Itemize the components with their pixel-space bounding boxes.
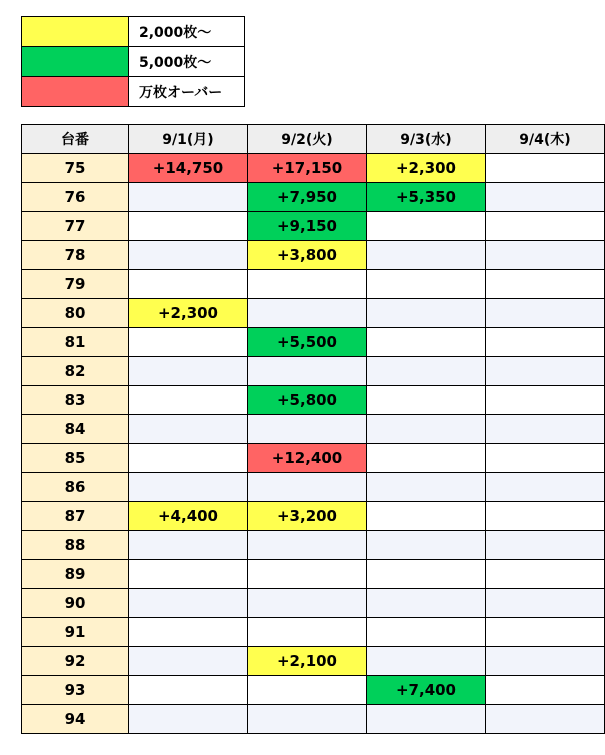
legend-swatch bbox=[22, 17, 129, 47]
result-cell: +5,500 bbox=[248, 328, 367, 357]
result-cell: +7,400 bbox=[367, 676, 486, 705]
result-cell bbox=[367, 444, 486, 473]
result-cell bbox=[367, 299, 486, 328]
result-cell: +3,800 bbox=[248, 241, 367, 270]
result-cell bbox=[248, 299, 367, 328]
result-cell: +12,400 bbox=[248, 444, 367, 473]
table-row bbox=[22, 270, 605, 299]
result-cell bbox=[248, 531, 367, 560]
machine-number-cell: 75 bbox=[22, 154, 129, 183]
result-cell bbox=[367, 705, 486, 734]
result-cell bbox=[367, 647, 486, 676]
result-cell: +9,150 bbox=[248, 212, 367, 241]
table-row bbox=[22, 328, 605, 357]
color-legend bbox=[21, 16, 245, 107]
result-cell bbox=[486, 154, 605, 183]
legend-item bbox=[22, 17, 245, 47]
results-table bbox=[21, 124, 605, 734]
result-cell: +14,750 bbox=[129, 154, 248, 183]
machine-number-cell: 93 bbox=[22, 676, 129, 705]
table-row bbox=[22, 618, 605, 647]
result-cell bbox=[129, 357, 248, 386]
machine-number-cell: 86 bbox=[22, 473, 129, 502]
result-cell bbox=[248, 618, 367, 647]
result-cell bbox=[486, 357, 605, 386]
machine-number-cell: 85 bbox=[22, 444, 129, 473]
result-cell bbox=[367, 270, 486, 299]
table-row bbox=[22, 386, 605, 415]
result-cell bbox=[367, 560, 486, 589]
result-cell bbox=[486, 241, 605, 270]
result-cell: +2,100 bbox=[248, 647, 367, 676]
result-cell bbox=[129, 241, 248, 270]
result-cell bbox=[486, 270, 605, 299]
table-row bbox=[22, 415, 605, 444]
result-cell bbox=[486, 444, 605, 473]
result-cell bbox=[486, 589, 605, 618]
machine-number-cell: 76 bbox=[22, 183, 129, 212]
result-cell bbox=[486, 386, 605, 415]
result-cell bbox=[129, 386, 248, 415]
table-row bbox=[22, 357, 605, 386]
result-cell bbox=[129, 473, 248, 502]
legend-item bbox=[22, 77, 245, 107]
machine-number-cell: 89 bbox=[22, 560, 129, 589]
result-cell: +2,300 bbox=[367, 154, 486, 183]
result-cell: +4,400 bbox=[129, 502, 248, 531]
header-date-2: 9/2(火) bbox=[248, 125, 367, 154]
result-cell bbox=[129, 647, 248, 676]
result-cell bbox=[129, 676, 248, 705]
result-cell bbox=[367, 357, 486, 386]
header-date-3: 9/3(水) bbox=[367, 125, 486, 154]
result-cell: +3,200 bbox=[248, 502, 367, 531]
machine-number-cell: 80 bbox=[22, 299, 129, 328]
result-cell bbox=[486, 183, 605, 212]
result-cell: +17,150 bbox=[248, 154, 367, 183]
machine-number-cell: 79 bbox=[22, 270, 129, 299]
table-row bbox=[22, 212, 605, 241]
machine-number-cell: 81 bbox=[22, 328, 129, 357]
table-header-row bbox=[22, 125, 605, 154]
result-cell bbox=[486, 328, 605, 357]
result-cell bbox=[129, 415, 248, 444]
result-cell bbox=[367, 212, 486, 241]
result-cell bbox=[486, 473, 605, 502]
legend-label: 5,000枚〜 bbox=[129, 47, 245, 77]
table-row bbox=[22, 183, 605, 212]
result-cell bbox=[367, 531, 486, 560]
result-cell bbox=[248, 705, 367, 734]
machine-number-cell: 77 bbox=[22, 212, 129, 241]
result-cell bbox=[129, 589, 248, 618]
result-cell bbox=[367, 589, 486, 618]
result-cell bbox=[367, 502, 486, 531]
result-cell bbox=[486, 502, 605, 531]
machine-number-cell: 87 bbox=[22, 502, 129, 531]
table-row bbox=[22, 560, 605, 589]
result-cell bbox=[486, 560, 605, 589]
table-row bbox=[22, 299, 605, 328]
result-cell bbox=[367, 386, 486, 415]
machine-number-cell: 94 bbox=[22, 705, 129, 734]
result-cell bbox=[248, 589, 367, 618]
table-row bbox=[22, 241, 605, 270]
table-row bbox=[22, 589, 605, 618]
header-machine-number: 台番 bbox=[22, 125, 129, 154]
result-cell bbox=[129, 328, 248, 357]
result-cell bbox=[248, 415, 367, 444]
header-date-1: 9/1(月) bbox=[129, 125, 248, 154]
result-cell bbox=[367, 618, 486, 647]
machine-number-cell: 91 bbox=[22, 618, 129, 647]
legend-swatch bbox=[22, 77, 129, 107]
machine-number-cell: 78 bbox=[22, 241, 129, 270]
legend-label: 2,000枚〜 bbox=[129, 17, 245, 47]
result-cell bbox=[129, 618, 248, 647]
result-cell bbox=[129, 212, 248, 241]
machine-number-cell: 92 bbox=[22, 647, 129, 676]
table-row bbox=[22, 444, 605, 473]
result-cell bbox=[367, 473, 486, 502]
result-cell bbox=[248, 357, 367, 386]
result-cell bbox=[129, 270, 248, 299]
header-date-4: 9/4(木) bbox=[486, 125, 605, 154]
result-cell bbox=[129, 183, 248, 212]
machine-number-cell: 84 bbox=[22, 415, 129, 444]
result-cell: +5,800 bbox=[248, 386, 367, 415]
machine-number-cell: 90 bbox=[22, 589, 129, 618]
result-cell bbox=[486, 531, 605, 560]
result-cell bbox=[248, 473, 367, 502]
table-row bbox=[22, 531, 605, 560]
result-cell bbox=[129, 531, 248, 560]
result-cell: +7,950 bbox=[248, 183, 367, 212]
result-cell bbox=[486, 647, 605, 676]
result-cell bbox=[367, 241, 486, 270]
table-row bbox=[22, 647, 605, 676]
result-cell bbox=[486, 676, 605, 705]
result-cell bbox=[367, 328, 486, 357]
legend-item bbox=[22, 47, 245, 77]
result-cell bbox=[129, 560, 248, 589]
table-row bbox=[22, 154, 605, 183]
legend-swatch bbox=[22, 47, 129, 77]
machine-number-cell: 88 bbox=[22, 531, 129, 560]
machine-number-cell: 83 bbox=[22, 386, 129, 415]
table-row bbox=[22, 502, 605, 531]
result-cell bbox=[248, 560, 367, 589]
result-cell bbox=[486, 705, 605, 734]
result-cell bbox=[367, 415, 486, 444]
result-cell bbox=[486, 299, 605, 328]
result-cell bbox=[248, 676, 367, 705]
result-cell: +5,350 bbox=[367, 183, 486, 212]
table-row bbox=[22, 705, 605, 734]
result-cell bbox=[129, 444, 248, 473]
result-cell bbox=[248, 270, 367, 299]
legend-label: 万枚オーバー bbox=[129, 77, 245, 107]
result-cell bbox=[486, 212, 605, 241]
machine-number-cell: 82 bbox=[22, 357, 129, 386]
result-cell bbox=[129, 705, 248, 734]
result-cell: +2,300 bbox=[129, 299, 248, 328]
result-cell bbox=[486, 415, 605, 444]
result-cell bbox=[486, 618, 605, 647]
table-row bbox=[22, 676, 605, 705]
table-row bbox=[22, 473, 605, 502]
